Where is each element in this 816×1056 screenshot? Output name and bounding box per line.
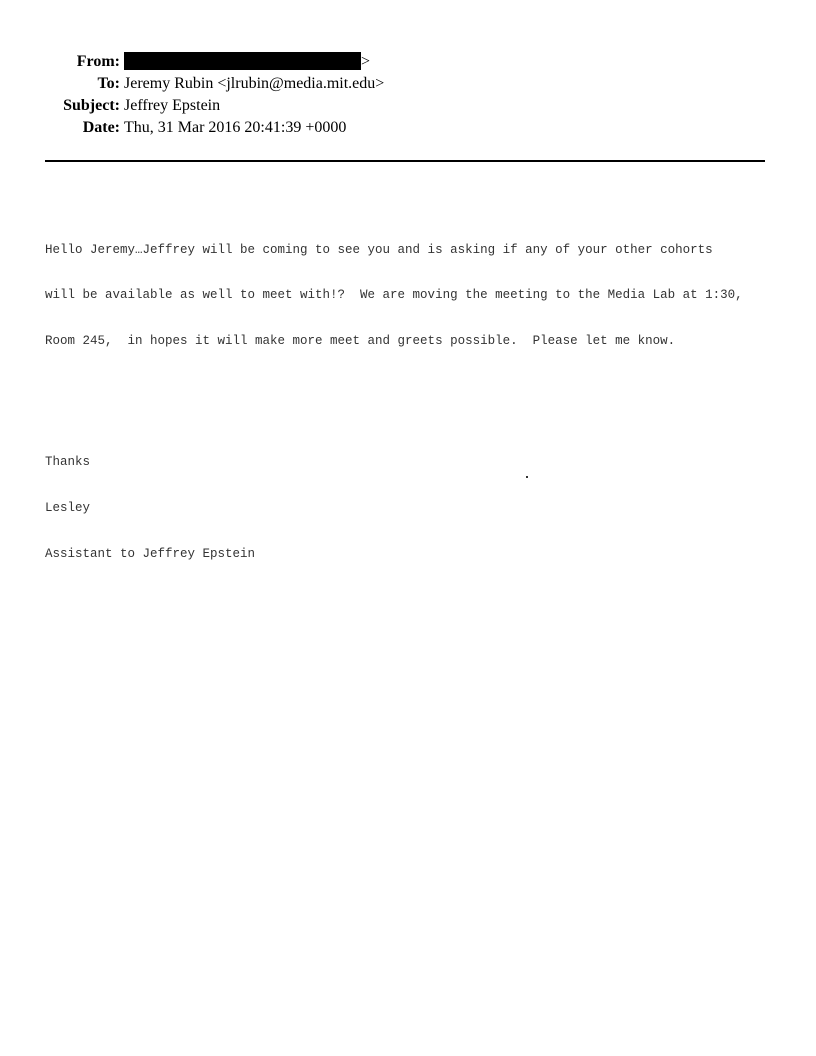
signoff-thanks: Thanks xyxy=(45,455,91,470)
body-line: will be available as well to meet with!? We are moving the meeting to the Media Lab at 1:30, xyxy=(45,288,743,303)
date-value: Thu, 31 Mar 2016 20:41:39 +0000 xyxy=(124,119,347,136)
scan-speck xyxy=(526,476,528,478)
body-paragraph xyxy=(45,212,785,379)
subject-value: Jeffrey Epstein xyxy=(124,97,221,114)
to-label: To: xyxy=(97,75,120,92)
signoff-block xyxy=(45,425,785,592)
subject-row xyxy=(0,95,816,117)
to-value: Jeremy Rubin <jlrubin@media.mit.edu> xyxy=(124,75,385,92)
date-label: Date: xyxy=(82,119,120,136)
signoff-name: Lesley xyxy=(45,501,91,515)
email-body xyxy=(45,182,785,622)
from-value xyxy=(124,51,370,73)
signoff-title: Assistant to Jeffrey Epstein xyxy=(45,546,256,561)
body-line: Room 245, in hopes it will make more meet and greets possible. Please let me know. xyxy=(45,334,676,348)
from-value-suffix: > xyxy=(361,53,371,70)
from-row xyxy=(0,51,816,73)
email-header xyxy=(0,51,816,139)
date-row xyxy=(0,117,816,139)
redaction-box xyxy=(124,52,361,70)
to-row xyxy=(0,73,816,95)
body-line: Hello Jeremy…Jeffrey will be coming to see you and is asking if any of your other cohorts xyxy=(45,242,713,257)
header-divider xyxy=(45,160,765,162)
subject-label: Subject: xyxy=(63,97,120,114)
from-label: From: xyxy=(76,53,120,70)
